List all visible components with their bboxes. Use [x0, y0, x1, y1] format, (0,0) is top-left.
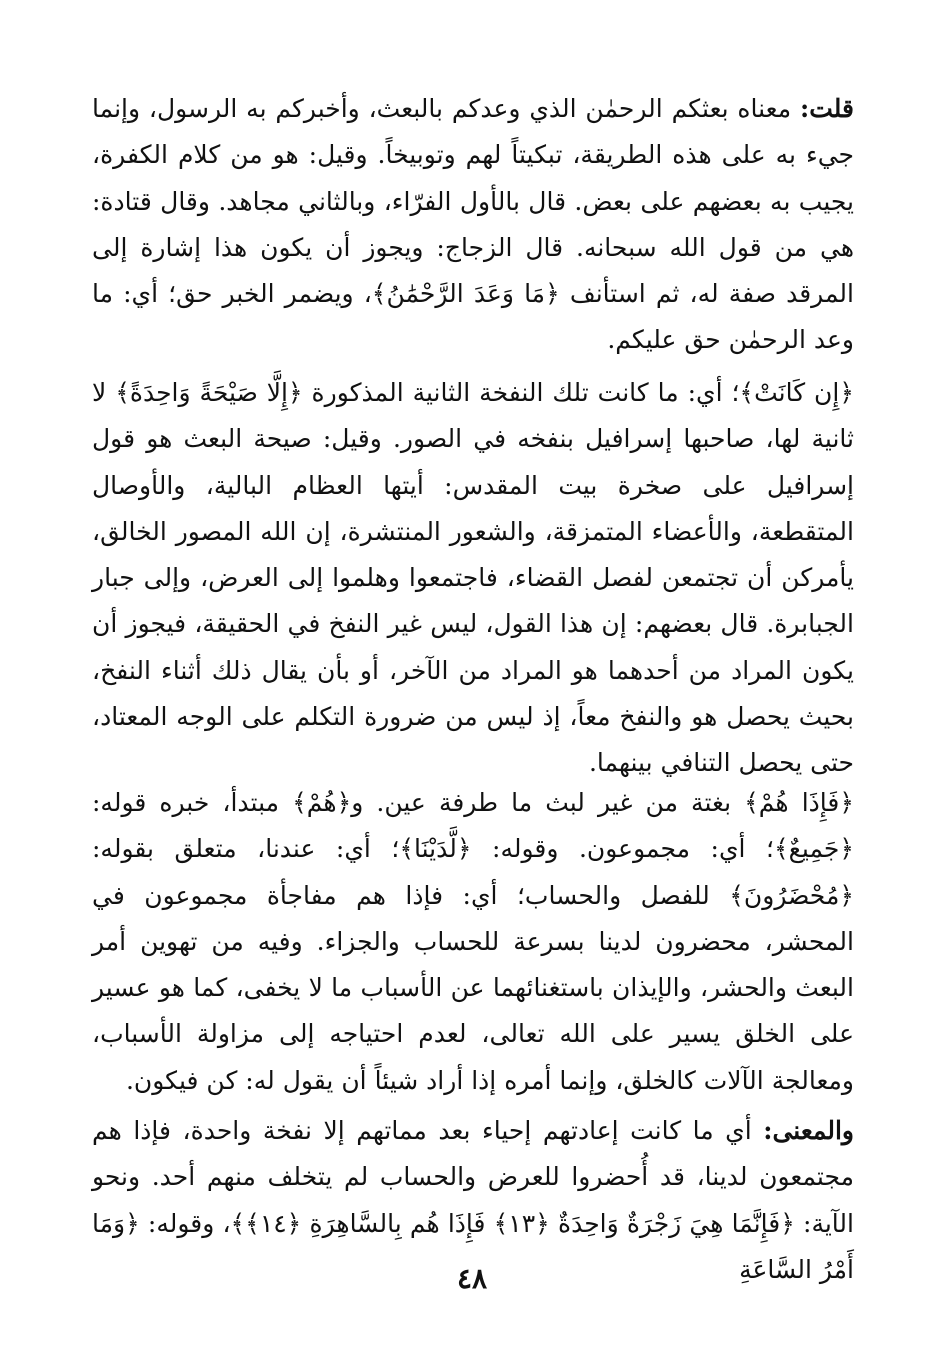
paragraph-1-content: [92, 86, 854, 364]
paragraph-2-text: ﴿إِن كَانَتْ﴾؛ أي: ما كانت تلك النفخة الثانية المذكورة ﴿إِلَّا صَيْحَةً وَاحِدَةً﴾ لا ثانية لها، صاحبها إسرافيل بنفخه في الصور. وقيل: صيحة البعث هو قول إسرافيل على صخرة بيت المقدس: أيتها العظام البالية، والأوصال المتقطعة، والأعضاء المتمزقة، والشعور المنتشرة، إن الله المصور الخالق، يأمركن أن تجتمعن لفصل القضاء، فاجتمعوا وهلموا إلى العرض، وإلى جبار الجبابرة. قال بعضهم: إن هذا القول، ليس غير النفخ في الحقيقة، فيجوز أن يكون المراد من أحدهما هو المراد من الآخر، أو بأن يقال ذلك أثناء النفخ، بحيث يحصل هو والنفخ معاً، إذ ليس من ضرورة التكلم على الوجه المعتاد، حتى يحصل التنافي بينهما.: [92, 378, 854, 778]
paragraph-3-text: ﴿فَإِذَا هُمْ﴾ بغتة من غير لبث ما طرفة عين. و﴿هُمْ﴾ مبتدأ، خبره قوله: ﴿جَمِيعٌ﴾؛ أي: مجموعون. وقوله: ﴿لَّدَيْنَا﴾؛ أي: عندنا، متعلق بقوله: ﴿مُحْضَرُونَ﴾ للفصل والحساب؛ أي: فإذا هم مفاجأة مجموعون في المحشر، محضرون لدينا بسرعة للحساب والجزاء. وفيه من تهوين أمر البعث والحشر، والإيذان باستغنائهما عن الأسباب ما لا يخفى، كما هو عسير على الخلق يسير على الله تعالى، لعدم احتياجه إلى مزاولة الأسباب، ومعالجة الآلات كالخلق، وإنما أمره إذا أراد شيئاً أن يقول له: كن فيكون.: [92, 788, 854, 1095]
paragraph-4-lead: والمعنى:: [763, 1116, 854, 1145]
page-number: ٤٨: [456, 1262, 488, 1295]
paragraph-3: [92, 780, 854, 1104]
paragraph-2-content: [92, 370, 854, 787]
paragraph-4-text: أي ما كانت إعادتهم إحياء بعد مماتهم إلا نفخة واحدة، فإذا هم مجتمعون لدينا، قد أُحضروا للعرض والحساب لم يتخلف منهم أحد. ونحو الآية: ﴿فَإِنَّمَا هِيَ زَجْرَةٌ وَاحِدَةٌ ﴿١٣﴾ فَإِذَا هُم بِالسَّاهِرَةِ ﴿١٤﴾﴾، وقوله: ﴿وَمَا أَمْرُ السَّاعَةِ: [92, 1116, 854, 1284]
paragraph-1: [92, 86, 854, 364]
paragraph-3-content: [92, 780, 854, 1104]
paragraph-1-text: معناه بعثكم الرحمٰن الذي وعدكم بالبعث، وأخبركم به الرسول، وإنما جيء به على هذه الطريقة، تبكيتاً لهم وتوبيخاً. وقيل: هو من كلام الكفرة، يجيب به بعضهم على بعض. قال بالأول الفرّاء، وبالثاني مجاهد. وقال قتادة: هي من قول الله سبحانه. قال الزجاج: ويجوز أن يكون هذا إشارة إلى المرقد صفة له، ثم استأنف ﴿مَا وَعَدَ الرَّحْمَٰنُ﴾، ويضمر الخبر حق؛ أي: ما وعد الرحمٰن حق عليكم.: [92, 94, 854, 355]
paragraph-2: [92, 370, 854, 787]
paragraph-1-lead: قلت:: [799, 94, 854, 123]
